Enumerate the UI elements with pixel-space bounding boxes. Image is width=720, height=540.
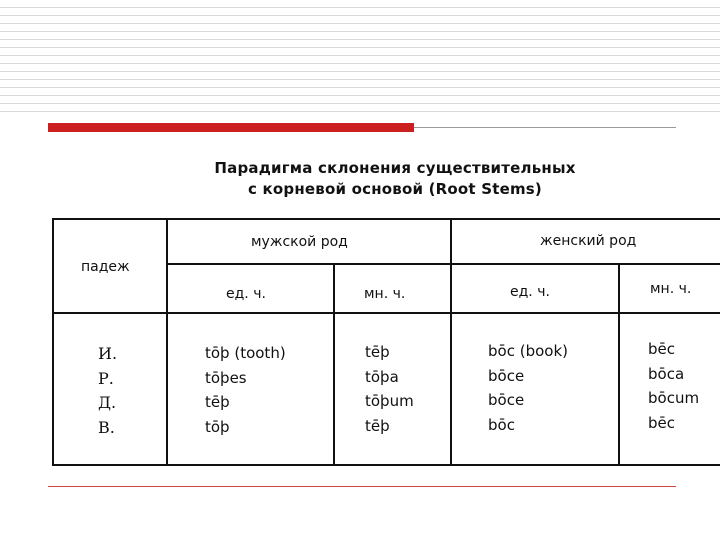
form-cell: tōþ bbox=[205, 417, 230, 436]
form-cell: tōþ (tooth) bbox=[205, 344, 286, 362]
table-left-border bbox=[52, 218, 54, 466]
form-cell: bēc bbox=[648, 340, 675, 358]
form-cell: bēc bbox=[648, 413, 675, 432]
fem-plural-column bbox=[648, 337, 699, 435]
form-cell: bōce bbox=[488, 391, 525, 409]
form-cell: bōce bbox=[488, 366, 525, 385]
masc-singular-column bbox=[205, 341, 286, 439]
header-masc-singular: ед. ч. bbox=[226, 286, 266, 302]
case-label: Р. bbox=[98, 368, 114, 388]
form-cell: bōcum bbox=[648, 389, 700, 407]
header-feminine: женский род bbox=[540, 233, 637, 249]
form-cell: bōc bbox=[488, 415, 515, 434]
title-line-1: Парадигма склонения существительных bbox=[214, 159, 576, 177]
form-cell: tōþa bbox=[365, 367, 399, 386]
table-header-mid-line bbox=[168, 263, 720, 265]
table-case-divider bbox=[166, 218, 168, 466]
form-cell: bōc (book) bbox=[488, 342, 568, 360]
form-cell: tēþ bbox=[365, 343, 390, 361]
fem-singular-column bbox=[488, 339, 568, 437]
header-case: падеж bbox=[81, 259, 130, 275]
header-masculine: мужской род bbox=[251, 234, 348, 250]
case-label: В. bbox=[98, 417, 115, 437]
case-label: Д. bbox=[98, 393, 117, 412]
table-top-border bbox=[52, 218, 720, 220]
form-cell: tōþum bbox=[365, 392, 414, 410]
table-fem-number-divider bbox=[618, 263, 620, 466]
bottom-divider bbox=[48, 486, 676, 487]
case-label: И. bbox=[98, 344, 118, 363]
table-gender-divider bbox=[450, 218, 452, 466]
masc-plural-column bbox=[365, 340, 414, 438]
table-masc-number-divider bbox=[333, 263, 335, 466]
case-labels bbox=[98, 342, 117, 440]
header-fem-plural: мн. ч. bbox=[650, 281, 692, 297]
header-fem-singular: ед. ч. bbox=[510, 284, 550, 300]
header-masc-plural: мн. ч. bbox=[364, 286, 406, 302]
title-line-2: с корневой основой (Root Stems) bbox=[248, 180, 542, 198]
form-cell: tōþes bbox=[205, 368, 247, 387]
form-cell: bōca bbox=[648, 364, 685, 383]
form-cell: tēþ bbox=[365, 416, 390, 435]
form-cell: tēþ bbox=[205, 393, 230, 411]
